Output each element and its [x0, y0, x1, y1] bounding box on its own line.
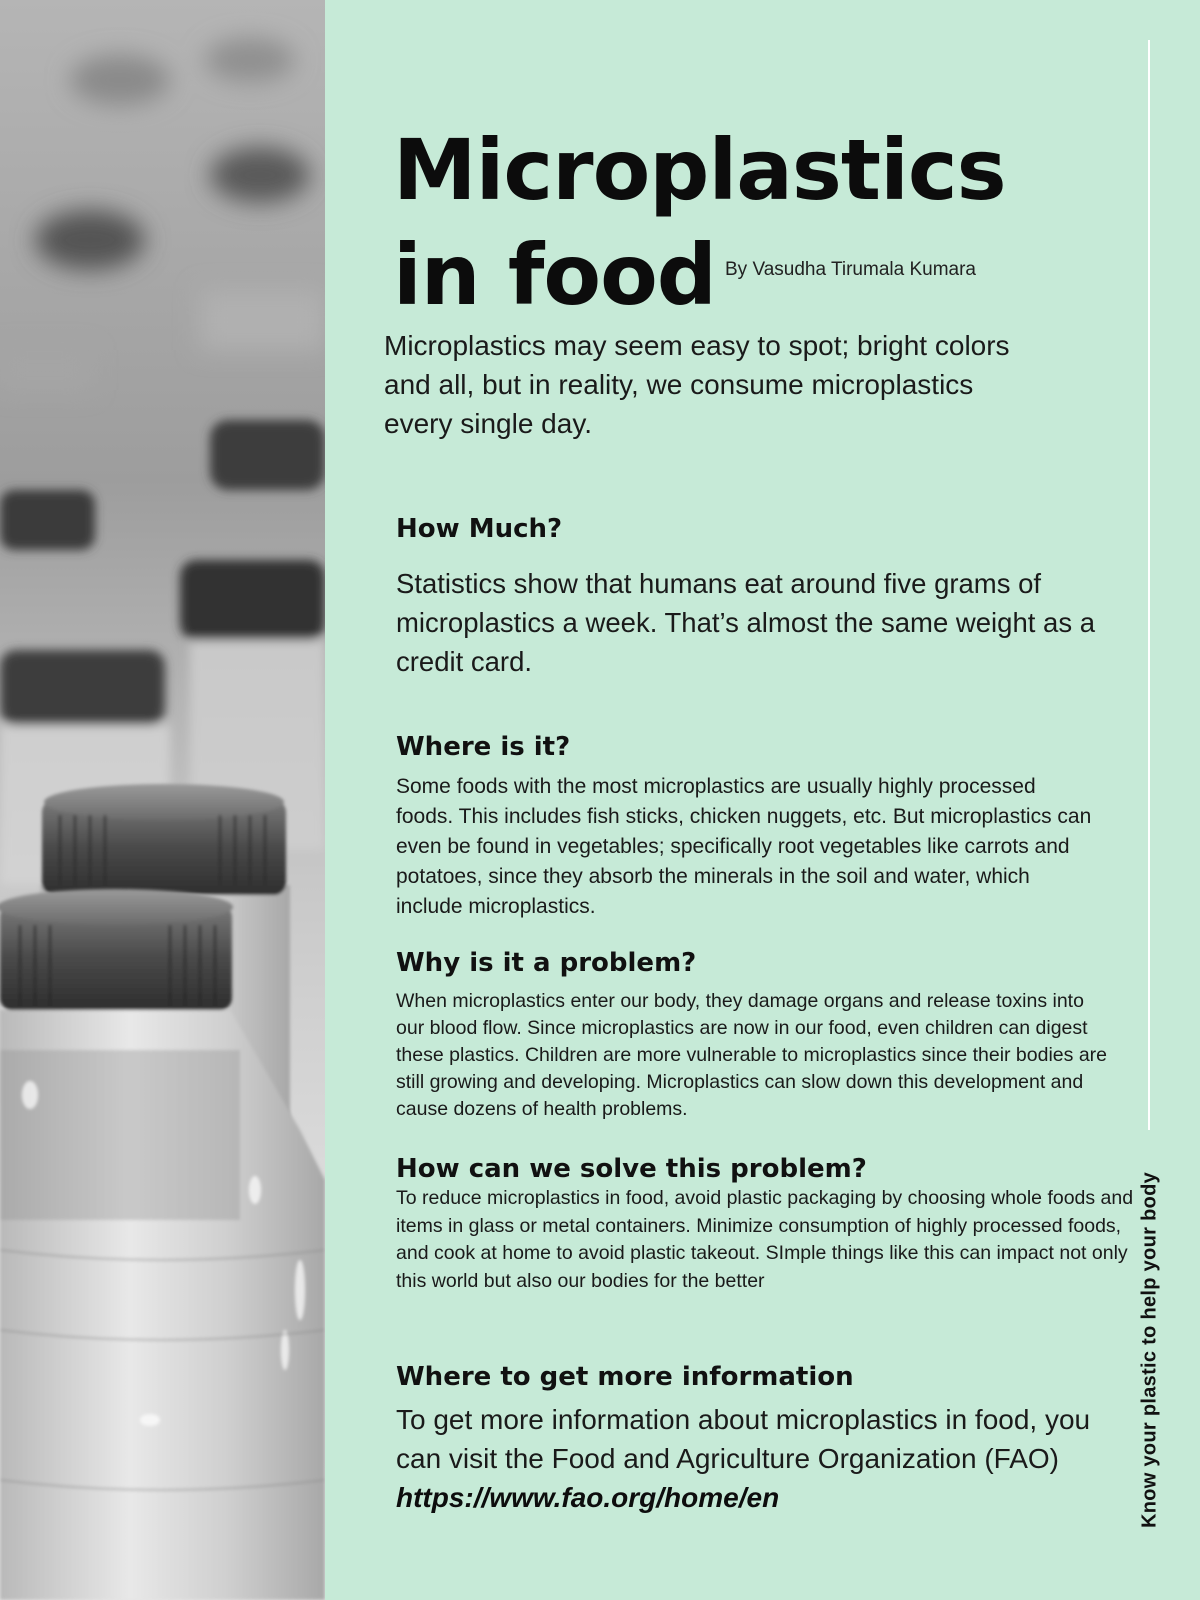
intro-paragraph: Microplastics may seem easy to spot; bright colors and all, but in reality, we consume microplastics every single day. — [384, 330, 1010, 439]
section-why-problem — [396, 946, 1136, 1123]
section-where-is-it — [396, 730, 1136, 922]
section-more-info — [396, 1360, 1136, 1517]
side-tagline: Know your plastic to help your body — [1138, 1171, 1161, 1529]
bottles-photo — [0, 0, 325, 1600]
section-body: When microplastics enter our body, they damage organs and release toxins into our blood flow. Since microplastics are now in our food, even children can digest these plastics. Children are more vulnerable to microplastics since their bodies are still growing and developing. Microplastics can slow down this development and cause dozens of health problems. — [396, 990, 1107, 1120]
title-line-2: in food — [393, 226, 716, 324]
fao-link[interactable]: https://www.fao.org/home/en — [396, 1482, 780, 1513]
page-title — [393, 118, 1006, 328]
more-info-text: To get more information about microplastics in food, you can visit the Food and Agriculture Organization (FAO) — [396, 1404, 1091, 1474]
section-body — [396, 1400, 1116, 1517]
section-heading: How can we solve this problem? — [396, 1154, 867, 1184]
section-heading: Where to get more information — [396, 1362, 854, 1392]
section-heading: Where is it? — [396, 732, 571, 762]
section-heading: How Much? — [396, 514, 563, 544]
section-solve-problem — [396, 1153, 1136, 1295]
section-how-much — [396, 512, 1136, 681]
section-heading: Why is it a problem? — [396, 948, 697, 978]
section-body: Statistics show that humans eat around five grams of microplastics a week. That’s almost the same weight as a credit card. — [396, 568, 1096, 677]
section-body: Some foods with the most microplastics are usually highly processed foods. This includes fish sticks, chicken nuggets, etc. But microplastics can even be found in vegetables; specifically root vegetables like carrots and potatoes, since they absorb the minerals in the soil and water, which include microplastics. — [396, 775, 1092, 918]
section-body: To reduce microplastics in food, avoid plastic packaging by choosing whole foods and items in glass or metal containers. Minimize consumption of highly processed foods, and cook at home to avoid plastic takeout. SImple things like this can impact not only this world but also our bodies for the better — [396, 1187, 1134, 1292]
vertical-divider — [1148, 40, 1150, 1130]
title-line-1: Microplastics — [393, 121, 1006, 219]
author-byline: By Vasudha Tirumala Kumara — [725, 259, 976, 280]
